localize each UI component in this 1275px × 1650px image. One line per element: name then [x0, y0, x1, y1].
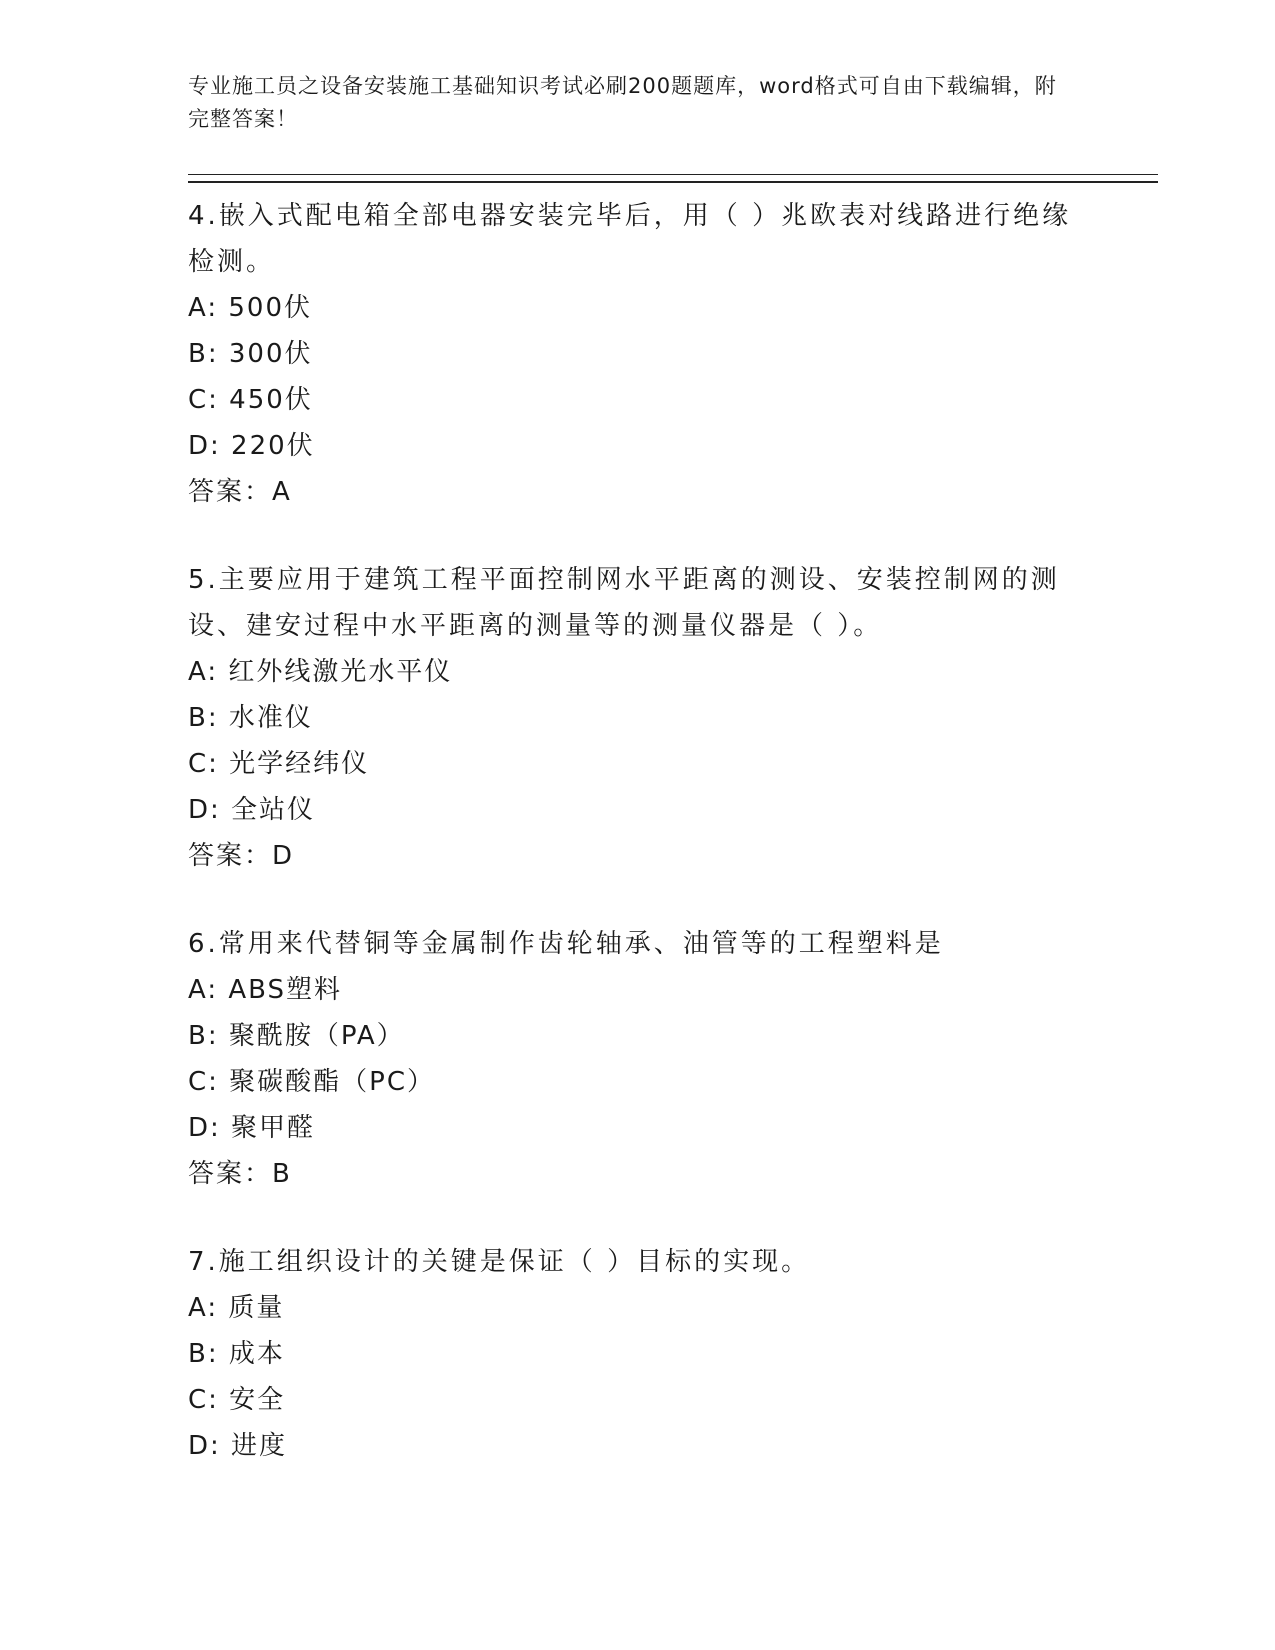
option-c: C: 安全: [188, 1385, 286, 1415]
document-page: [188, 70, 1158, 1511]
option-d: D: 220伏: [188, 431, 315, 461]
question-stem: 5.主要应用于建筑工程平面控制网水平距离的测设、安装控制网的测设、建安过程中水平距离的测量等的测量仪器是（ ）。: [188, 565, 1060, 641]
question-stem: 4.嵌入式配电箱全部电器安装完毕后，用（ ）兆欧表对线路进行绝缘检测。: [188, 201, 1072, 277]
option-c: C: 光学经纬仪: [188, 749, 370, 779]
option-b: B: 聚酰胺（PA）: [188, 1021, 405, 1051]
option-b: B: 300伏: [188, 339, 313, 369]
answer: 答案：D: [188, 841, 295, 871]
option-c: C: 聚碳酸酯（PC）: [188, 1067, 436, 1097]
question-4: [188, 193, 1158, 515]
header-divider: [188, 174, 1158, 183]
option-a: A: 质量: [188, 1293, 285, 1323]
option-d: D: 全站仪: [188, 795, 316, 825]
option-c: C: 450伏: [188, 385, 313, 415]
question-stem: 6.常用来代替铜等金属制作齿轮轴承、油管等的工程塑料是: [188, 929, 944, 959]
document-header: 专业施工员之设备安装施工基础知识考试必刷200题题库，word格式可自由下载编辑，附完整答案！: [188, 74, 1057, 131]
question-7: [188, 1239, 1158, 1469]
option-b: B: 水准仪: [188, 703, 313, 733]
option-d: D: 聚甲醛: [188, 1113, 316, 1143]
question-6: [188, 921, 1158, 1197]
answer: 答案：B: [188, 1159, 292, 1189]
option-a: A: 红外线激光水平仪: [188, 657, 453, 687]
option-b: B: 成本: [188, 1339, 285, 1369]
option-a: A: ABS塑料: [188, 975, 343, 1005]
option-d: D: 进度: [188, 1431, 288, 1461]
question-5: [188, 557, 1158, 879]
question-stem: 7.施工组织设计的关键是保证（ ）目标的实现。: [188, 1247, 811, 1277]
option-a: A: 500伏: [188, 293, 312, 323]
answer: 答案：A: [188, 477, 292, 507]
